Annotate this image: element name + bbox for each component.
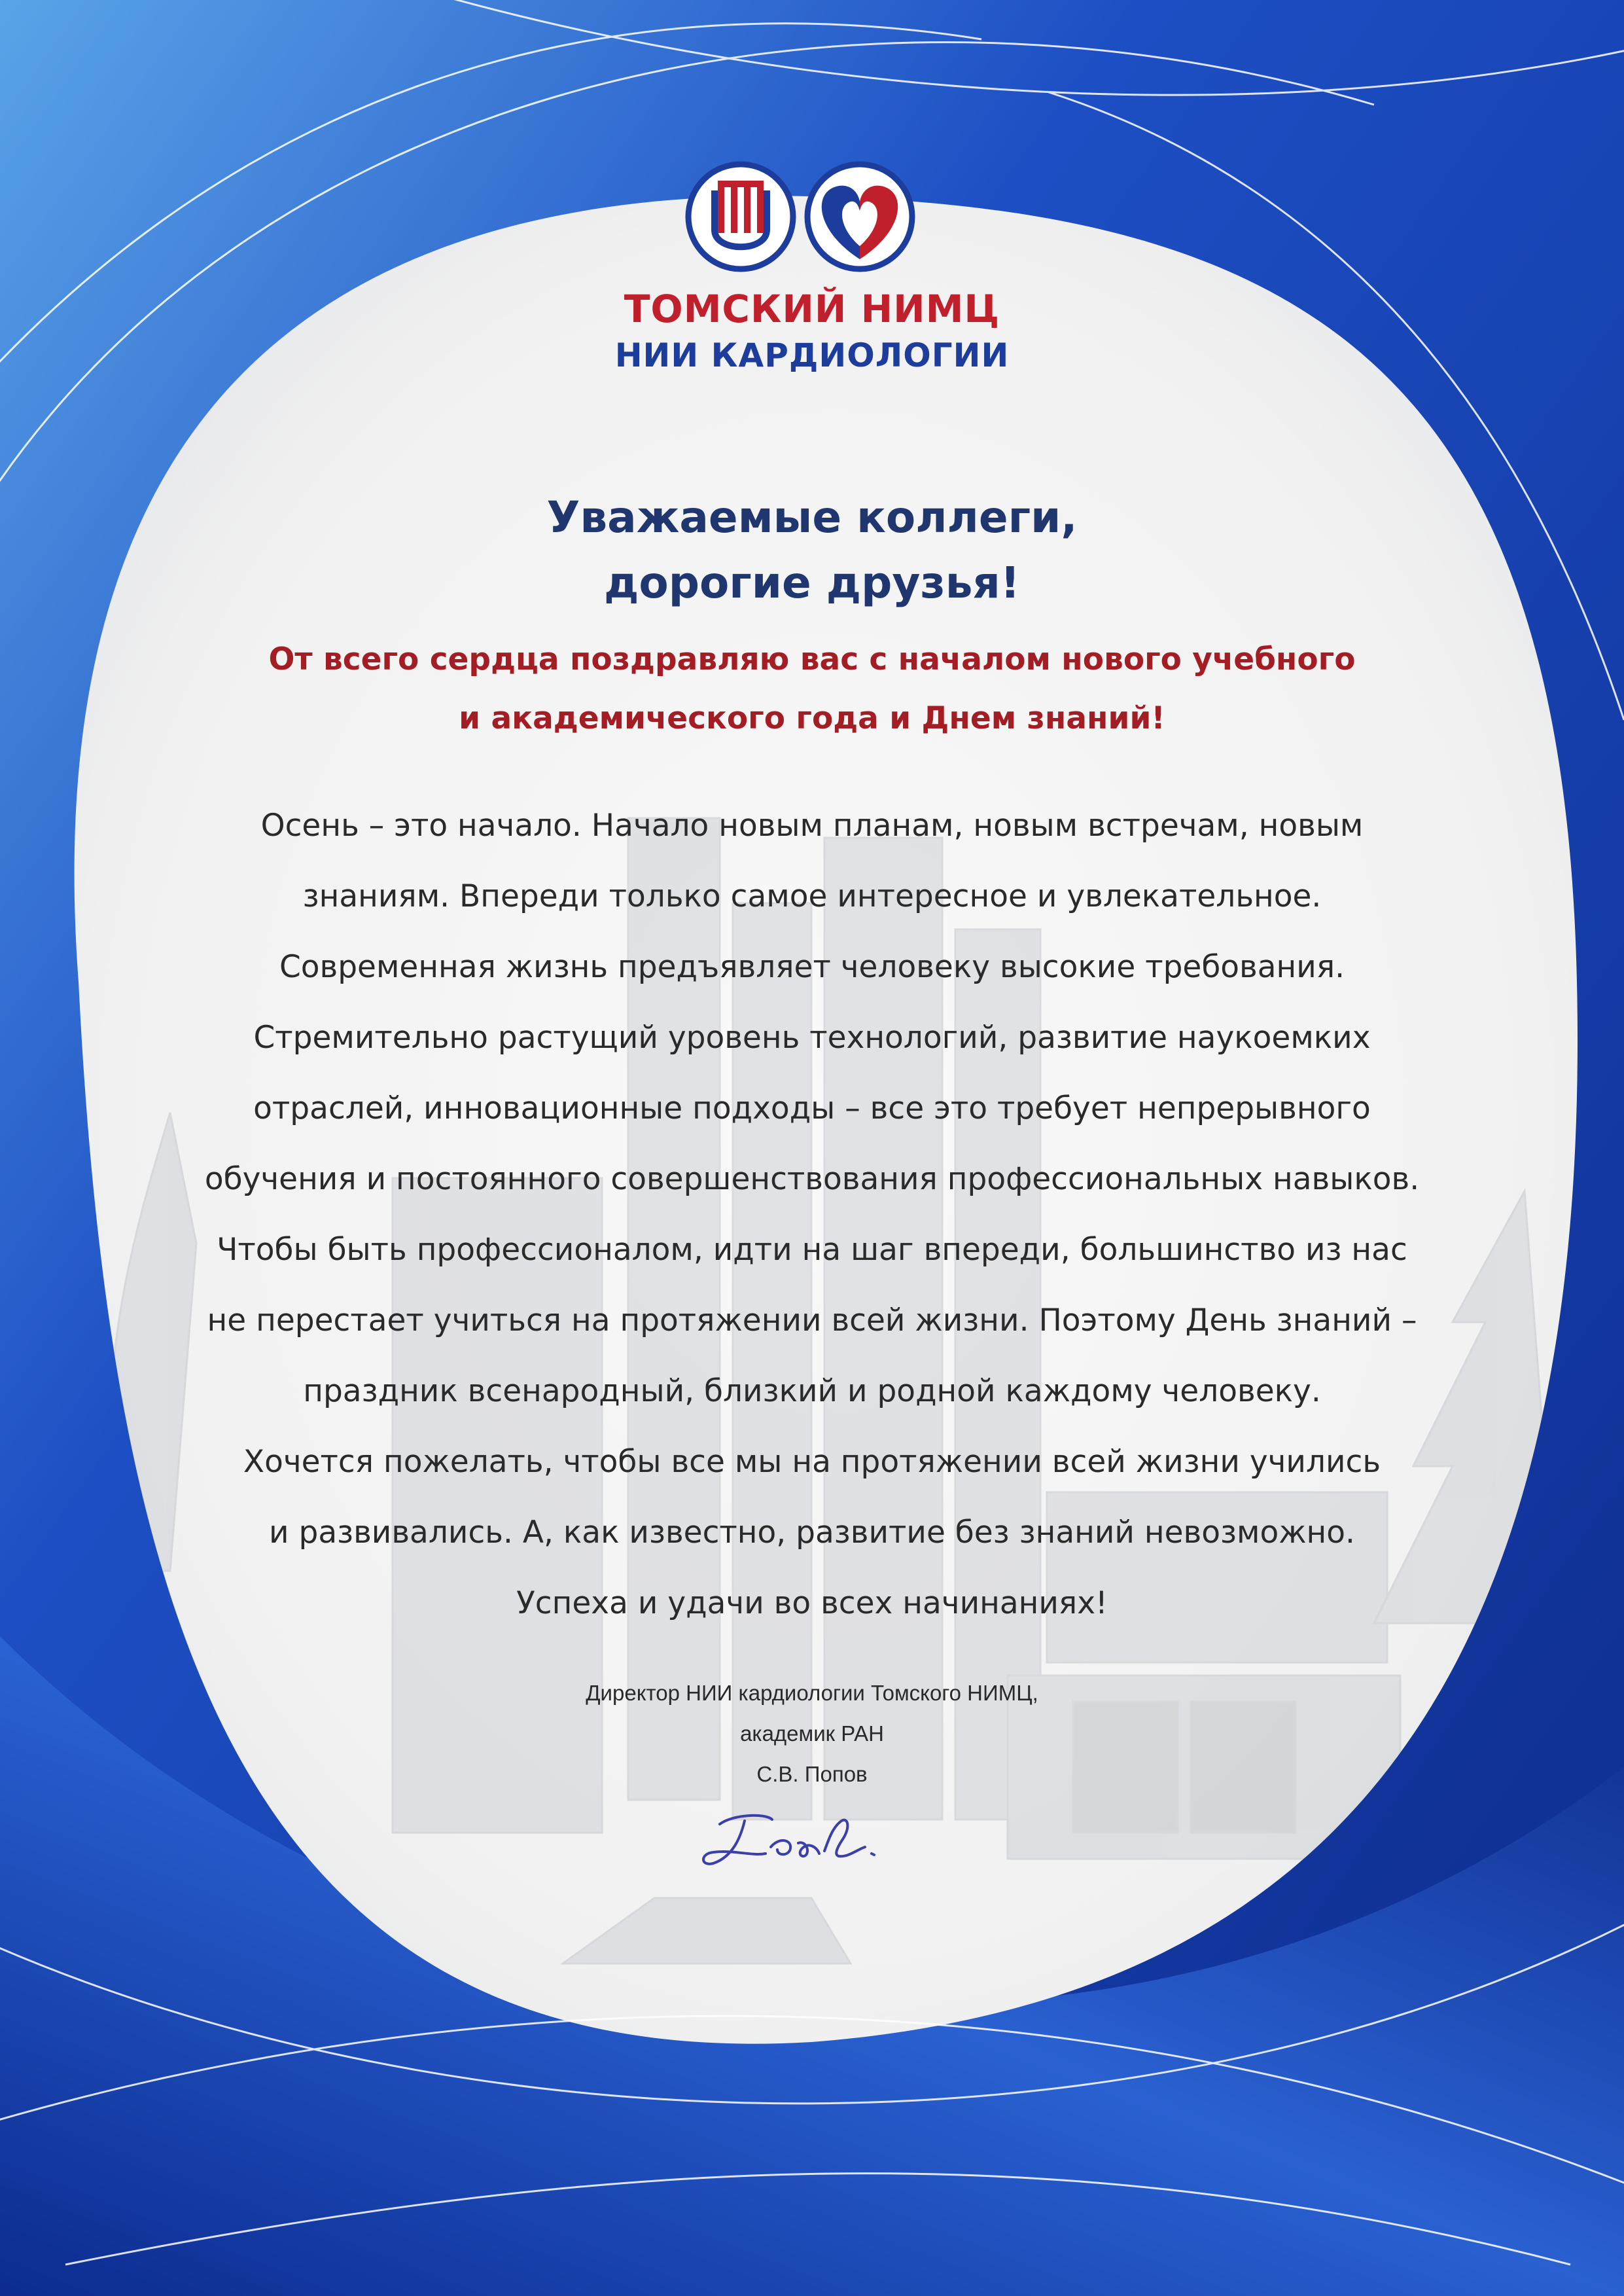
congratulation-line: и академического года и Днем знаний!: [459, 700, 1165, 736]
signature-block: [0, 1673, 1624, 1795]
signatory-title: академик РАН: [740, 1721, 884, 1746]
body-line: не перестает учиться на протяжении всей жизни. Поэтому День знаний –: [207, 1302, 1417, 1338]
body-line: и развивались. А, как известно, развитие без знаний невозможно.: [269, 1515, 1355, 1551]
body-line: отраслей, инновационные подходы – все это требует непрерывного: [253, 1090, 1371, 1126]
organization-name: ТОМСКИЙ НИМЦ: [624, 287, 1000, 331]
congratulation-line: От всего сердца поздравляю вас с началом нового учебного: [268, 641, 1356, 677]
body-line: Осень – это начало. Начало новым планам, новым встречам, новым: [260, 808, 1364, 844]
letter-body: [0, 791, 1624, 1639]
greeting-line: Уважаемые коллеги,: [546, 492, 1078, 543]
handwritten-signature: [694, 1801, 929, 1873]
body-line: обучения и постоянного совершенствования профессиональных навыков.: [204, 1161, 1420, 1197]
nimc-heart-logo-icon: [683, 154, 958, 279]
greeting-line: дорогие друзья!: [604, 558, 1020, 608]
body-line: Чтобы быть профессионалом, идти на шаг впереди, большинство из нас: [217, 1232, 1407, 1268]
signatory-name: С.В. Попов: [756, 1762, 868, 1786]
body-line: Хочется пожелать, чтобы все мы на протяжении всей жизни учились: [243, 1444, 1381, 1480]
body-line: праздник всенародный, близкий и родной каждому человеку.: [303, 1373, 1321, 1409]
signatory-position: Директор НИИ кардиологии Томского НИМЦ,: [586, 1681, 1038, 1705]
body-line: Успеха и удачи во всех начинаниях!: [516, 1585, 1108, 1621]
body-line: Современная жизнь предъявляет человеку высокие требования.: [279, 949, 1345, 985]
institute-name: НИИ КАРДИОЛОГИИ: [614, 336, 1010, 374]
body-line: Стремительно растущий уровень технологий, развитие наукоемких: [253, 1020, 1371, 1056]
body-line: знаниям. Впереди только самое интересное и увлекательное.: [302, 878, 1322, 914]
